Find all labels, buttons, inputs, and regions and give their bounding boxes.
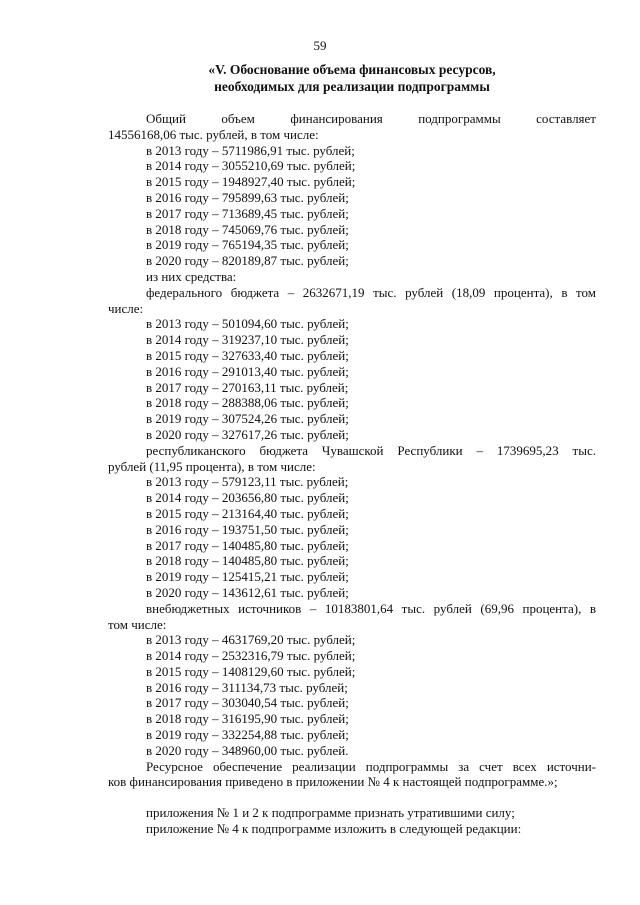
extrabudget-year-2018: в 2018 году – 316195,90 тыс. рублей;	[146, 711, 349, 727]
federal-year-2016: в 2016 году – 291013,40 тыс. рублей;	[146, 363, 349, 379]
extrabudget-line-1: внебюджетных источников – 10183801,64 тыс. рублей (69,96 процента), в	[146, 600, 596, 616]
total-year-2020: в 2020 году – 820189,87 тыс. рублей;	[146, 253, 349, 269]
page-number: 59	[313, 38, 327, 53]
extrabudget-year-2020: в 2020 году – 348960,00 тыс. рублей.	[146, 742, 349, 758]
republic-year-2017: в 2017 году – 140485,80 тыс. рублей;	[146, 537, 349, 553]
federal-year-2019: в 2019 году – 307524,26 тыс. рублей;	[146, 411, 349, 427]
total-intro-line-1: Общий объем финансирования подпрограммы составляет	[146, 111, 596, 126]
total-year-2016: в 2016 году – 795899,63 тыс. рублей;	[146, 189, 349, 205]
total-year-2013: в 2013 году – 5711986,91 тыс. рублей;	[146, 142, 355, 158]
republic-line-1: республиканского бюджета Чувашской Республики – 1739695,23 тыс.	[146, 442, 596, 458]
republic-year-2016: в 2016 году – 193751,50 тыс. рублей;	[146, 521, 349, 537]
extrabudget-line-2: том числе:	[108, 616, 167, 632]
paragraph-gap	[108, 790, 596, 805]
total-year-2019: в 2019 году – 765194,35 тыс. рублей;	[146, 237, 349, 253]
total-year-2017: в 2017 году – 713689,45 тыс. рублей;	[146, 205, 349, 221]
total-intro-line-2: 14556168,06 тыс. рублей, в том числе:	[108, 126, 319, 142]
republic-year-2013: в 2013 году – 579123,11 тыс. рублей;	[146, 474, 349, 490]
final-line-2: приложение № 4 к подпрограмме изложить в следующей редакции:	[146, 821, 522, 837]
total-year-2015: в 2015 году – 1948927,40 тыс. рублей;	[146, 174, 356, 190]
resource-line-2: ков финансирования приведено в приложении № 4 к настоящей подпрограмме.»;	[108, 774, 558, 790]
extrabudget-year-2015: в 2015 году – 1408129,60 тыс. рублей;	[146, 663, 356, 679]
federal-year-2020: в 2020 году – 327617,26 тыс. рублей;	[146, 426, 349, 442]
republic-year-2019: в 2019 году – 125415,21 тыс. рублей;	[146, 569, 349, 585]
republic-year-2014: в 2014 году – 203656,80 тыс. рублей;	[146, 490, 349, 506]
total-year-2014: в 2014 году – 3055210,69 тыс. рублей;	[146, 158, 356, 174]
section-heading	[108, 62, 596, 95]
republic-line-2: рублей (11,95 процента), в том числе:	[108, 458, 316, 474]
federal-year-2014: в 2014 году – 319237,10 тыс. рублей;	[146, 332, 349, 348]
extrabudget-year-2016: в 2016 году – 311134,73 тыс. рублей;	[146, 679, 348, 695]
heading-line-1: «V. Обоснование объема финансовых ресурсов,	[208, 62, 496, 77]
federal-line-2: числе:	[108, 300, 144, 316]
federal-year-2018: в 2018 году – 288388,06 тыс. рублей;	[146, 395, 349, 411]
final-line-1: приложения № 1 и 2 к подпрограмме признать утратившими силу;	[146, 805, 515, 821]
document-body	[108, 111, 596, 837]
extrabudget-year-2019: в 2019 году – 332254,88 тыс. рублей;	[146, 727, 349, 743]
federal-year-2017: в 2017 году – 270163,11 тыс. рублей;	[146, 379, 349, 395]
republic-year-2018: в 2018 году – 140485,80 тыс. рублей;	[146, 553, 349, 569]
extrabudget-year-2013: в 2013 году – 4631769,20 тыс. рублей;	[146, 632, 356, 648]
federal-year-2013: в 2013 году – 501094,60 тыс. рублей;	[146, 316, 349, 332]
federal-year-2015: в 2015 году – 327633,40 тыс. рублей;	[146, 347, 349, 363]
republic-year-2020: в 2020 году – 143612,61 тыс. рублей;	[146, 584, 349, 600]
from-them-label: из них средства:	[146, 268, 237, 284]
extrabudget-year-2017: в 2017 году – 303040,54 тыс. рублей;	[146, 695, 349, 711]
republic-year-2015: в 2015 году – 213164,40 тыс. рублей;	[146, 505, 349, 521]
resource-line-1: Ресурсное обеспечение реализации подпрограммы за счет всех источни-	[146, 758, 596, 774]
heading-line-2: необходимых для реализации подпрограммы	[214, 78, 490, 94]
extrabudget-year-2014: в 2014 году – 2532316,79 тыс. рублей;	[146, 648, 356, 664]
total-year-2018: в 2018 году – 745069,76 тыс. рублей;	[146, 221, 349, 237]
federal-line-1: федерального бюджета – 2632671,19 тыс. рублей (18,09 процента), в том	[146, 284, 596, 300]
